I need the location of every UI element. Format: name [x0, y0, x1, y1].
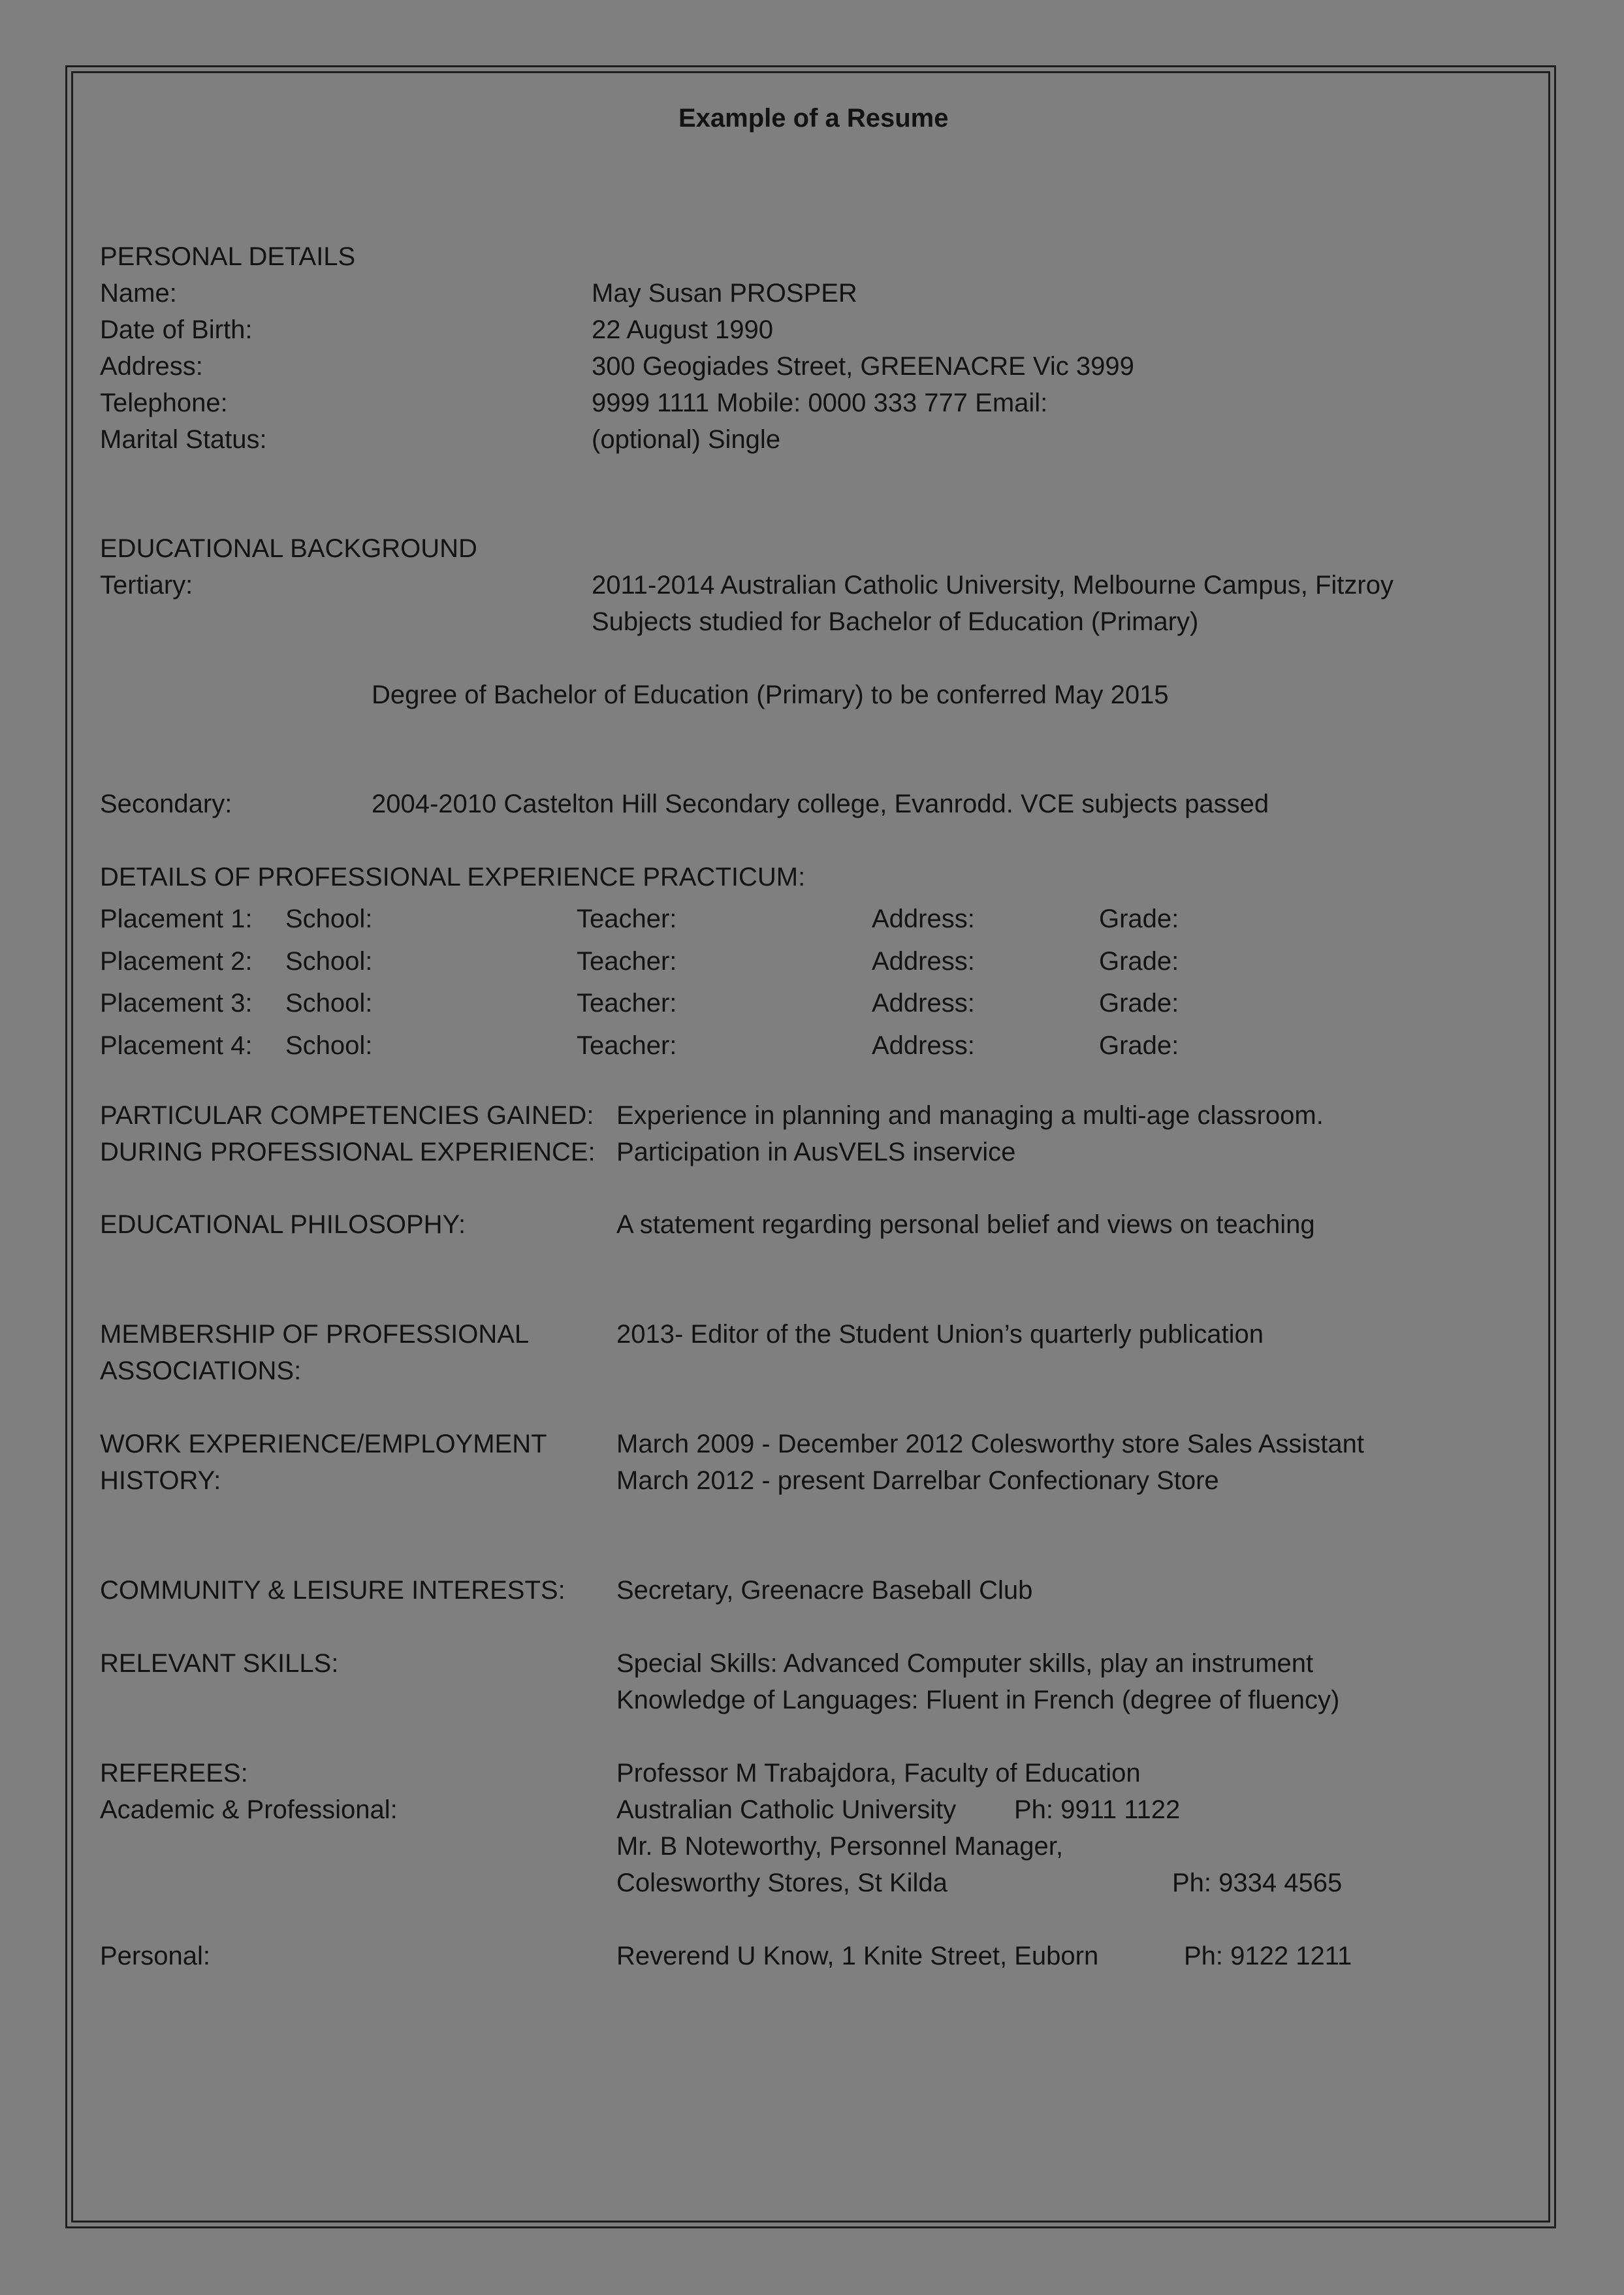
referee-personal-phone: Ph: 9122 1211 [1184, 1942, 1352, 1970]
placement-1-grade: Grade: [1099, 905, 1179, 933]
placement-4-school: School: [285, 1031, 373, 1060]
dob-label: Date of Birth: [100, 315, 253, 344]
placement-4-grade: Grade: [1099, 1031, 1179, 1060]
placement-3-grade: Grade: [1099, 989, 1179, 1018]
referee-line-1: Professor M Trabajdora, Faculty of Education [616, 1759, 1141, 1788]
placement-3-address: Address: [872, 989, 975, 1018]
telephone-label: Telephone: [100, 389, 228, 417]
referee-personal-label: Personal: [100, 1942, 210, 1970]
placement-4-address: Address: [872, 1031, 975, 1060]
placement-1-label: Placement 1: [100, 905, 253, 933]
placement-4-teacher: Teacher: [577, 1031, 677, 1060]
address-value: 300 Geogiades Street, GREENACRE Vic 3999 [592, 352, 1134, 381]
placement-3-label: Placement 3: [100, 989, 253, 1018]
membership-label-2: ASSOCIATIONS: [100, 1356, 302, 1385]
marital-status-label: Marital Status: [100, 425, 267, 454]
placement-2-school: School: [285, 947, 373, 976]
referees-academic-label: Academic & Professional: [100, 1795, 398, 1824]
work-label-1: WORK EXPERIENCE/EMPLOYMENT [100, 1430, 547, 1458]
placement-3-teacher: Teacher: [577, 989, 677, 1018]
placement-1-teacher: Teacher: [577, 905, 677, 933]
competencies-value-1: Experience in planning and managing a multi-age classroom. [616, 1101, 1324, 1130]
philosophy-value: A statement regarding personal belief and views on teaching [616, 1210, 1315, 1239]
secondary-value: 2004-2010 Castelton Hill Secondary college, Evanrodd. VCE subjects passed [372, 790, 1269, 818]
competencies-label-1: PARTICULAR COMPETENCIES GAINED: [100, 1101, 594, 1130]
placement-3-school: School: [285, 989, 373, 1018]
referee-personal-name: Reverend U Know, 1 Knite Street, Euborn [616, 1942, 1099, 1970]
competencies-value-2: Participation in AusVELS inservice [616, 1138, 1016, 1166]
referees-label: REFEREES: [100, 1759, 248, 1788]
tertiary-label: Tertiary: [100, 571, 193, 600]
work-value-2: March 2012 - present Darrelbar Confectionary Store [616, 1466, 1219, 1495]
marital-status-value: (optional) Single [592, 425, 781, 454]
secondary-label: Secondary: [100, 790, 232, 818]
placement-1-school: School: [285, 905, 373, 933]
skills-value-1: Special Skills: Advanced Computer skills, play an instrument [616, 1649, 1314, 1678]
membership-label-1: MEMBERSHIP OF PROFESSIONAL [100, 1320, 530, 1349]
community-value: Secretary, Greenacre Baseball Club [616, 1576, 1033, 1605]
referee-line-4-phone: Ph: 9334 4565 [1172, 1869, 1343, 1897]
placement-4-label: Placement 4: [100, 1031, 253, 1060]
degree-line: Degree of Bachelor of Education (Primary) to be conferred May 2015 [372, 681, 1169, 709]
work-value-1: March 2009 - December 2012 Colesworthy store Sales Assistant [616, 1430, 1364, 1458]
philosophy-label: EDUCATIONAL PHILOSOPHY: [100, 1210, 466, 1239]
address-label: Address: [100, 352, 203, 381]
education-heading: EDUCATIONAL BACKGROUND [100, 534, 477, 563]
competencies-label-2: DURING PROFESSIONAL EXPERIENCE: [100, 1138, 596, 1166]
referee-line-3: Mr. B Noteworthy, Personnel Manager, [616, 1832, 1064, 1861]
personal-details-heading: PERSONAL DETAILS [100, 242, 356, 271]
placement-2-label: Placement 2: [100, 947, 253, 976]
placement-1-address: Address: [872, 905, 975, 933]
skills-label: RELEVANT SKILLS: [100, 1649, 339, 1678]
name-label: Name: [100, 279, 177, 308]
community-label: COMMUNITY & LEISURE INTERESTS: [100, 1576, 565, 1605]
referee-line-4-name: Colesworthy Stores, St Kilda [616, 1869, 947, 1897]
skills-value-2: Knowledge of Languages: Fluent in French (degree of fluency) [616, 1686, 1340, 1714]
work-label-2: HISTORY: [100, 1466, 221, 1495]
practicum-heading: DETAILS OF PROFESSIONAL EXPERIENCE PRACTICUM: [100, 863, 806, 891]
placement-2-grade: Grade: [1099, 947, 1179, 976]
dob-value: 22 August 1990 [592, 315, 774, 344]
placement-2-address: Address: [872, 947, 975, 976]
name-value: May Susan PROSPER [592, 279, 857, 308]
placement-2-teacher: Teacher: [577, 947, 677, 976]
telephone-value: 9999 1111 Mobile: 0000 333 777 Email: [592, 389, 1048, 417]
referee-line-2-phone: Ph: 9911 1122 [1014, 1795, 1181, 1824]
tertiary-line-1: 2011-2014 Australian Catholic University, Melbourne Campus, Fitzroy [592, 571, 1393, 600]
document-title: Example of a Resume [678, 104, 949, 133]
membership-value: 2013- Editor of the Student Union’s quarterly publication [616, 1320, 1264, 1349]
referee-line-2-name: Australian Catholic University [616, 1795, 957, 1824]
tertiary-line-2: Subjects studied for Bachelor of Education (Primary) [592, 607, 1199, 636]
